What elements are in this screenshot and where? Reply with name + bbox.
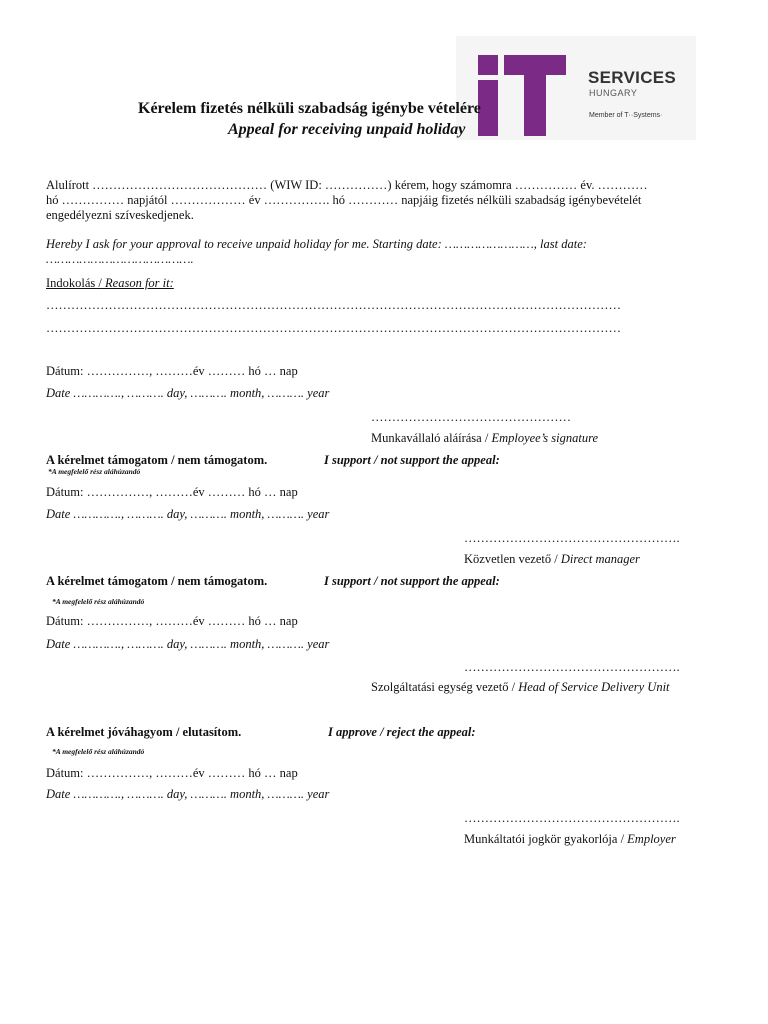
- support-en-1: I support / not support the appeal:: [324, 453, 500, 467]
- underline-note-2: *A megfelelő rész aláhúzandó: [52, 597, 145, 606]
- title-hungarian: Kérelem fizetés nélküli szabadság igénybe vételére: [138, 100, 481, 117]
- date-en-3[interactable]: Date …………., ………. day, ………. month, ………. year: [46, 637, 330, 651]
- date-en-2[interactable]: Date …………., ………. day, ………. month, ………. year: [46, 507, 330, 521]
- logo-i-dot: [478, 55, 498, 75]
- head-signature-label-en: Head of Service Delivery Unit: [518, 680, 670, 694]
- approve-en: I approve / reject the appeal:: [328, 725, 476, 739]
- approve-hu: A kérelmet jóváhagyom / elutasítom.: [46, 725, 242, 739]
- logo-t-stem: [524, 75, 546, 136]
- employee-signature-line[interactable]: …………………………………………: [371, 410, 571, 424]
- reason-label-en: Reason for it:: [105, 276, 174, 290]
- support-hu-1: A kérelmet támogatom / nem támogatom.: [46, 453, 268, 467]
- underline-note-3: *A megfelelő rész aláhúzandó: [52, 747, 145, 756]
- intro-line-1: Alulírott …………………………………… (WIW ID: ……………) kérem, hogy számomra …………… év. …………: [46, 178, 648, 192]
- employer-signature-label-hu: Munkáltatói jogkör gyakorlója /: [464, 832, 625, 846]
- logo-t-bar: [504, 55, 566, 75]
- employer-signature-label: [464, 832, 676, 847]
- date-hu-4[interactable]: Dátum: ……………, ………év ……… hó … nap: [46, 766, 298, 780]
- intro-line-3: engedélyezni szíveskedjenek.: [46, 208, 194, 222]
- date-hu-2[interactable]: Dátum: ……………, ………év ……… hó … nap: [46, 485, 298, 499]
- head-signature-label-hu: Szolgáltatási egység vezető /: [371, 680, 516, 694]
- employee-signature-label: [371, 431, 598, 446]
- manager-signature-line[interactable]: …………………………………………….: [464, 531, 680, 545]
- logo-i-stem: [478, 80, 498, 136]
- support-en-2: I support / not support the appeal:: [324, 574, 500, 588]
- intro-en-line-1: Hereby I ask for your approval to receive unpaid holiday for me. Starting date: ……………………, last date:: [46, 237, 587, 251]
- employer-signature-line[interactable]: …………………………………………….: [464, 811, 680, 825]
- head-signature-label: [371, 680, 670, 695]
- reason-dots-1[interactable]: …………………………………………………………………………………………………………………………: [46, 298, 621, 312]
- employee-signature-label-hu: Munkavállaló aláírása /: [371, 431, 489, 445]
- intro-en-line-2: ………………………………….: [46, 252, 194, 266]
- logo-hungary-text: HUNGARY: [589, 88, 638, 98]
- head-signature-line[interactable]: …………………………………………….: [464, 660, 680, 674]
- date-en-1[interactable]: Date …………., ………. day, ………. month, ………. year: [46, 386, 330, 400]
- employer-signature-label-en: Employer: [627, 832, 676, 846]
- underline-note-1: *A megfelelő rész aláhúzandó: [48, 467, 141, 476]
- date-hu-1[interactable]: Dátum: ……………, ………év ……… hó … nap: [46, 364, 298, 378]
- manager-signature-label-hu: Közvetlen vezető /: [464, 552, 558, 566]
- manager-signature-label: [464, 552, 640, 567]
- title-english: Appeal for receiving unpaid holiday: [228, 121, 466, 138]
- reason-label: [46, 276, 174, 291]
- reason-dots-2[interactable]: …………………………………………………………………………………………………………………………: [46, 321, 621, 335]
- manager-signature-label-en: Direct manager: [560, 552, 640, 566]
- employee-signature-label-en: Employee’s signature: [491, 431, 599, 445]
- intro-line-2: hó …………… napjától ……………… év ……………. hó ………… napjáig fizetés nélküli szabadság igénybevételét: [46, 193, 642, 207]
- logo-member-text: Member of T··Systems·: [589, 112, 663, 119]
- date-en-4[interactable]: Date …………., ………. day, ………. month, ………. year: [46, 787, 330, 801]
- support-hu-2: A kérelmet támogatom / nem támogatom.: [46, 574, 268, 588]
- logo-services-text: SERVICES: [588, 68, 677, 87]
- date-hu-3[interactable]: Dátum: ……………, ………év ……… hó … nap: [46, 614, 298, 628]
- reason-label-hu: Indokolás /: [46, 276, 102, 290]
